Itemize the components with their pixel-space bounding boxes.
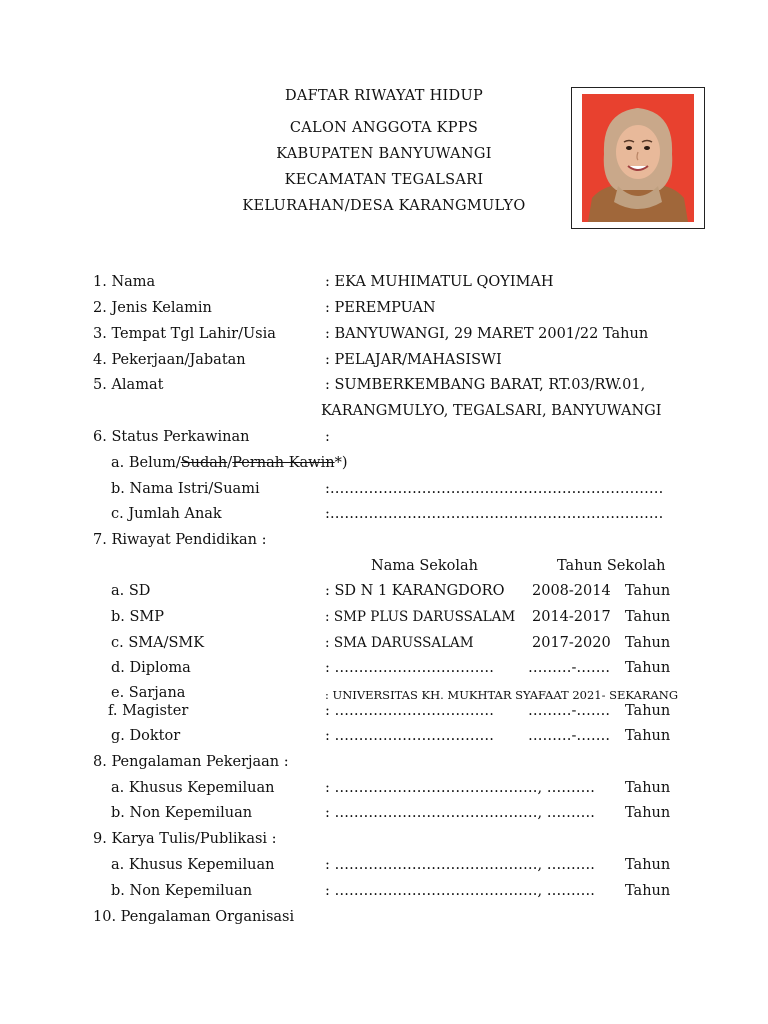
edu-sma-years: 2017-2020 [532,635,611,651]
children-label: c. Jumlah Anak [111,506,222,522]
field-value-address-line2: KARANGMULYO, TEGALSARI, BANYUWANGI [321,403,662,419]
edu-diploma-unit: Tahun [625,660,671,676]
edu-smp-label: b. SMP [111,609,165,625]
work-non-election-label: b. Non Kepemiluan [111,805,253,821]
field-label-occupation: 4. Pekerjaan/Jabatan [93,352,246,368]
header-village: KELURAHAN/DESA KARANGMULYO [242,198,526,214]
edu-smp-school: : SMP PLUS DARUSSALAM [325,609,516,625]
field-label-address: 5. Alamat [93,377,164,393]
status-a-separator: / [227,455,233,471]
edu-magister-unit: Tahun [625,703,671,719]
writing-non-election-unit: Tahun [625,883,671,899]
work-label: 8. Pengalaman Pekerjaan : [93,754,289,770]
writing-election-value: : ……………………………………, ………. [325,857,595,873]
education-label: 7. Riwayat Pendidikan : [93,532,267,548]
edu-sma-label: c. SMA/SMK [111,635,205,651]
header-position: CALON ANGGOTA KPPS [289,120,479,136]
edu-sd-unit: Tahun [625,583,671,599]
edu-smp-years: 2014-2017 [532,609,611,625]
edu-doktor-label: g. Doktor [111,728,181,744]
education-col-school: Nama Sekolah [371,558,478,574]
field-label-gender: 2. Jenis Kelamin [93,300,212,316]
edu-sma-school: : SMA DARUSSALAM [325,635,474,651]
field-value-address: : SUMBERKEMBANG BARAT, RT.03/RW.01, [325,377,646,393]
status-option-a [111,455,348,471]
document-title: DAFTAR RIWAYAT HIDUP [284,88,484,104]
status-a-strike-pernah: Pernah Kawin [232,455,335,471]
status-a-prefix: a. Belum/ [111,455,181,471]
edu-diploma-label: d. Diploma [111,660,191,676]
edu-diploma-years: ………-……. [528,660,611,676]
field-value-birth: : BANYUWANGI, 29 MARET 2001/22 Tahun [325,326,649,342]
edu-sd-school: : SD N 1 KARANGDORO [325,583,505,599]
status-colon: : [325,429,330,445]
edu-magister-years: ………-……. [528,703,611,719]
status-a-suffix: *) [334,455,348,471]
writing-election-unit: Tahun [625,857,671,873]
work-election-value: : ……………………………………, ………. [325,780,595,796]
field-value-gender: : PEREMPUAN [325,300,436,316]
field-value-name: : EKA MUHIMATUL QOYIMAH [325,274,554,290]
writing-non-election-label: b. Non Kepemiluan [111,883,253,899]
field-value-occupation: : PELAJAR/MAHASISWI [325,352,502,368]
edu-sarjana-label: e. Sarjana [111,685,186,701]
status-a-strike-sudah: Sudah [180,455,228,471]
edu-smp-unit: Tahun [625,609,671,625]
writing-label: 9. Karya Tulis/Publikasi : [93,831,277,847]
edu-magister-school: : …………………………… [325,703,494,719]
work-non-election-value: : ……………………………………, ………. [325,805,595,821]
work-election-label: a. Khusus Kepemiluan [111,780,275,796]
header-regency: KABUPATEN BANYUWANGI [276,146,492,162]
edu-sma-unit: Tahun [625,635,671,651]
status-label: 6. Status Perkawinan [93,429,250,445]
organization-label: 10. Pengalaman Organisasi [93,909,295,925]
field-label-birth: 3. Tempat Tgl Lahir/Usia [93,326,276,342]
work-non-election-unit: Tahun [625,805,671,821]
edu-sarjana-school: : UNIVERSITAS KH. MUKHTAR SYAFAAT 2021- SEKARANG [325,688,679,702]
edu-diploma-school: : …………………………… [325,660,494,676]
profile-photo-frame [571,87,705,229]
edu-sd-years: 2008-2014 [532,583,611,599]
spouse-label: b. Nama Istri/Suami [111,481,260,497]
edu-doktor-unit: Tahun [625,728,671,744]
portrait-photo [582,94,694,222]
header-district: KECAMATAN TEGALSARI [284,172,484,188]
edu-doktor-school: : …………………………… [325,728,494,744]
edu-sd-label: a. SD [111,583,151,599]
education-col-year: Tahun Sekolah [557,558,666,574]
work-election-unit: Tahun [625,780,671,796]
edu-magister-label: f. Magister [108,703,189,719]
writing-non-election-value: : ……………………………………, ………. [325,883,595,899]
field-label-name: 1. Nama [93,274,156,290]
edu-doktor-years: ………-……. [528,728,611,744]
writing-election-label: a. Khusus Kepemiluan [111,857,275,873]
spouse-value: :…………………………………………………………… [325,481,664,497]
children-value: :…………………………………………………………… [325,506,664,522]
